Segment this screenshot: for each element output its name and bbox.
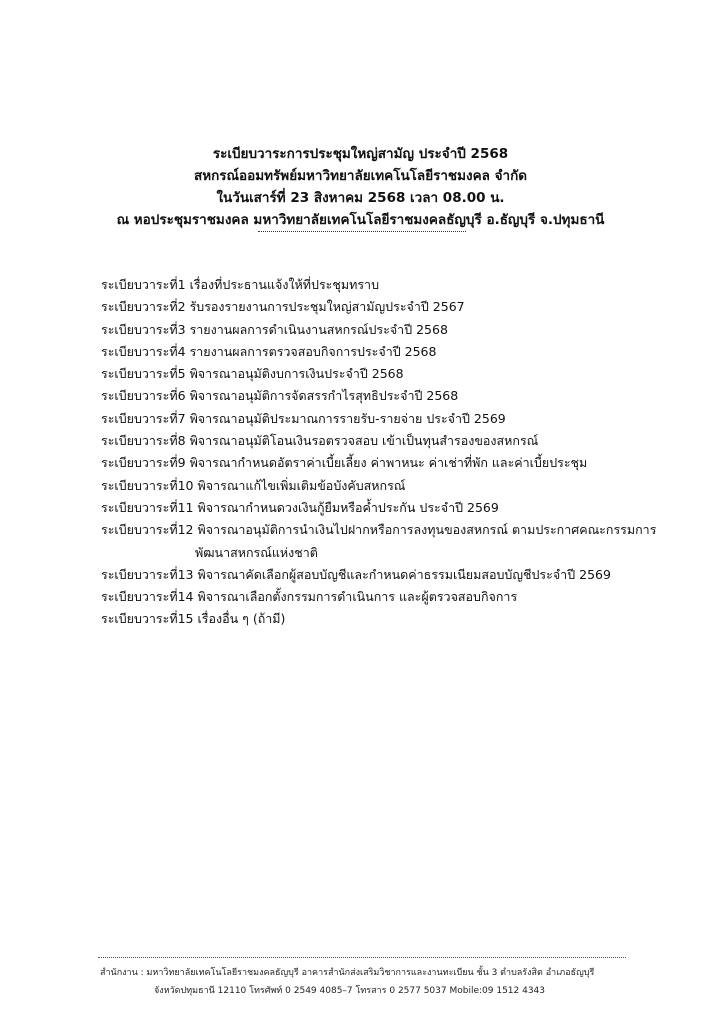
agenda-item-number: 4: [177, 343, 186, 359]
agenda-item-prefix: ระเบียบวาระที่: [101, 343, 178, 359]
agenda-item-text: พิจารณาอนุมัติการนำเงินไปฝากหรือการลงทุนของสหกรณ์ ตามประกาศคณะกรรมการ: [197, 522, 657, 538]
footer-dotted-divider: [98, 957, 626, 958]
agenda-item-text: พิจารณาอนุมัติโอนเงินรอตรวจสอบ เข้าเป็นทุนสำรองของสหกรณ์: [189, 433, 539, 449]
agenda-item-prefix: ระเบียบวาระที่: [101, 611, 178, 627]
agenda-item-text: รายงานผลการดำเนินงานสหกรณ์ประจำปี 2568: [189, 321, 448, 337]
footer-address: [100, 964, 660, 1000]
agenda-item-prefix: ระเบียบวาระที่: [101, 455, 178, 471]
agenda-item-number: 5: [177, 366, 186, 382]
meeting-date-time: ในวันเสาร์ที่ 23 สิงหาคม 2568 เวลา 08.00 น.: [216, 190, 505, 206]
cooperative-name: สหกรณ์ออมทรัพย์มหาวิทยาลัยเทคโนโลยีราชมงคล จำกัด: [193, 168, 528, 184]
agenda-item-prefix: ระเบียบวาระที่: [101, 299, 178, 315]
agenda-item-prefix: ระเบียบวาระที่: [101, 277, 178, 292]
agenda-item-number: 12: [177, 522, 194, 538]
agenda-item-number: 2: [177, 299, 186, 315]
agenda-item-text: พิจารณาคัดเลือกผู้สอบบัญชีและกำหนดค่าธรรมเนียมสอบบัญชีประจำปี 2569: [197, 566, 611, 582]
agenda-item-number: 6: [177, 388, 186, 404]
footer-contact-line: จังหวัดปทุมธานี 12110 โทรศัพท์ 0 2549 4085–7 โทรสาร 0 2577 5037 Mobile:09 1512 4343: [154, 986, 546, 996]
agenda-item: [101, 363, 701, 385]
agenda-item: [101, 452, 701, 474]
agenda-item-prefix: ระเบียบวาระที่: [101, 566, 178, 582]
agenda-item: [101, 296, 701, 318]
agenda-item-text: รับรองรายงานการประชุมใหญ่สามัญประจำปี 2567: [189, 299, 465, 315]
agenda-item-prefix: ระเบียบวาระที่: [101, 499, 178, 515]
agenda-item: [101, 586, 701, 608]
agenda-item-text: พิจารณาอนุมัติประมาณการรายรับ-รายจ่าย ประจำปี 2569: [189, 410, 506, 426]
meeting-venue: ณ หอประชุมราชมงคล มหาวิทยาลัยเทคโนโลยีราชมงคลธัญบุรี อ.ธัญบุรี จ.ปทุมธานี: [116, 212, 605, 228]
agenda-item: [101, 430, 701, 452]
agenda-item: [101, 408, 701, 430]
agenda-item: [101, 608, 701, 630]
agenda-item-number: 1: [177, 277, 186, 292]
agenda-item-number: 13: [177, 566, 194, 582]
agenda-item: [101, 519, 701, 541]
agenda-item-prefix: ระเบียบวาระที่: [101, 522, 178, 538]
agenda-list: [101, 274, 701, 631]
agenda-item-prefix: ระเบียบวาระที่: [101, 589, 178, 605]
agenda-item: [101, 475, 701, 497]
agenda-item: [101, 341, 701, 363]
agenda-item: [101, 319, 701, 341]
agenda-title: ระเบียบวาระการประชุมใหญ่สามัญ ประจำปี 2568: [212, 146, 509, 162]
agenda-item-prefix: ระเบียบวาระที่: [101, 477, 178, 493]
agenda-item-number: 14: [177, 589, 194, 605]
agenda-item-number: 8: [177, 433, 186, 449]
agenda-item-text: เรื่องที่ประธานแจ้งให้ที่ประชุมทราบ: [189, 277, 380, 292]
agenda-item-text: รายงานผลการตรวจสอบกิจการประจำปี 2568: [189, 343, 437, 359]
agenda-item-number: 10: [177, 477, 194, 493]
agenda-item-text: พิจารณาอนุมัติงบการเงินประจำปี 2568: [189, 366, 404, 382]
agenda-item-number: 9: [177, 455, 186, 471]
agenda-item-text: พิจารณากำหนดวงเงินกู้ยืมหรือค้ำประกัน ประจำปี 2569: [197, 499, 499, 515]
footer-address-line: สำนักงาน : มหาวิทยาลัยเทคโนโลยีราชมงคลธัญบุรี อาคารสำนักส่งเสริมวิชาการและงานทะเบียน ชั้น 3 ตำบลรังสิต อำเภอธัญบุรี: [100, 968, 595, 978]
agenda-item-number: 15: [177, 611, 194, 627]
agenda-item-prefix: ระเบียบวาระที่: [101, 433, 178, 449]
agenda-item-text: เรื่องอื่น ๆ (ถ้ามี): [197, 611, 286, 627]
title-dotted-divider: [258, 231, 466, 232]
agenda-item: [101, 497, 701, 519]
agenda-item-text: พิจารณาอนุมัติการจัดสรรกำไรสุทธิประจำปี 2568: [189, 388, 459, 404]
agenda-item-text: พิจารณากำหนดอัตราค่าเบี้ยเลี้ยง ค่าพาหนะ ค่าเช่าที่พัก และค่าเบี้ยประชุม: [189, 455, 588, 471]
agenda-item-number: 11: [177, 499, 194, 515]
agenda-item-number: 3: [177, 321, 186, 337]
agenda-item-prefix: ระเบียบวาระที่: [101, 388, 178, 404]
agenda-item-number: 7: [177, 410, 186, 426]
agenda-item-text: พิจารณาเลือกตั้งกรรมการดำเนินการ และผู้ตรวจสอบกิจการ: [197, 589, 518, 605]
agenda-item-prefix: ระเบียบวาระที่: [101, 410, 178, 426]
document-header: [0, 143, 721, 231]
agenda-item-continuation: พัฒนาสหกรณ์แห่งชาติ: [195, 544, 318, 560]
agenda-item: [101, 274, 701, 296]
agenda-item-prefix: ระเบียบวาระที่: [101, 366, 178, 382]
agenda-item: [101, 564, 701, 586]
agenda-item-prefix: ระเบียบวาระที่: [101, 321, 178, 337]
agenda-item: [101, 385, 701, 407]
agenda-item-text: พิจารณาแก้ไขเพิ่มเติมข้อบังคับสหกรณ์: [197, 477, 406, 493]
